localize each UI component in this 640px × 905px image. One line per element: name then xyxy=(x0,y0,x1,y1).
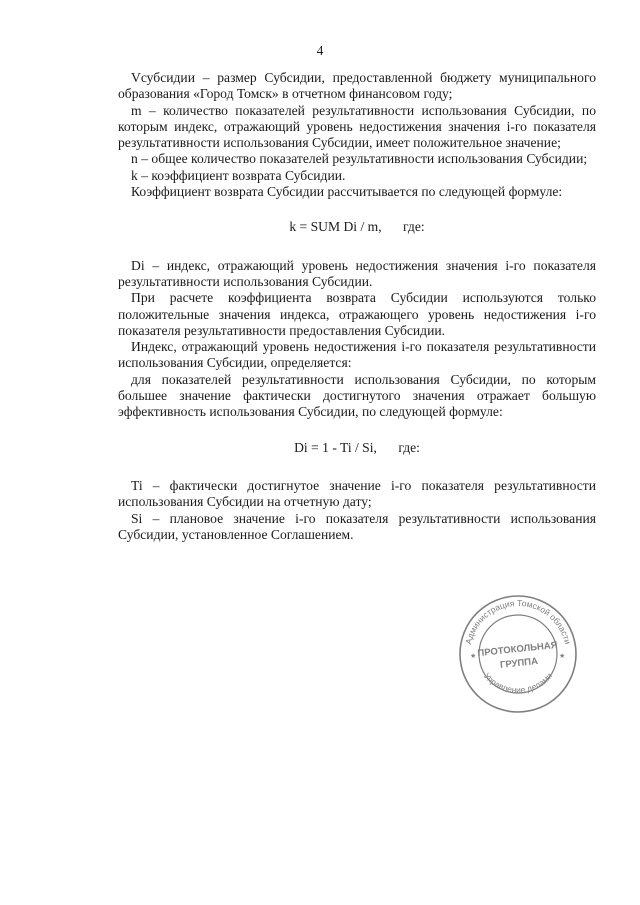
stamp-line-2: ГРУППА xyxy=(499,655,539,671)
stamp-seal-icon xyxy=(456,592,580,716)
paragraph-di-definition: Di – индекс, отражающий уровень недостижения значения i-го показателя результативности использования Субсидии. xyxy=(118,257,596,289)
paragraph-positive-values: При расчете коэффициента возврата Субсидии используются только положительные значения индекса, отражающего уровень недостижения i-го показателя результативности предоставления Субсидии. xyxy=(118,290,596,338)
paragraph-m-definition: m – количество показателей результативности использования Субсидии, по которым индекс, отражающий уровень недостижения значения i-го показателя результативности использования Субсидии, имеет положительное значение; xyxy=(118,102,596,151)
stamp-line-1: ПРОТОКОЛЬНАЯ xyxy=(476,639,559,660)
stamp-star-left-icon: ★ xyxy=(470,652,477,660)
formula-k xyxy=(118,219,596,235)
paragraph-formula-condition: для показателей результативности использования Субсидии, по которым большее значение фактически достигнутого значения отражает большую эффективность использования Субсидии, по следующей формуле: xyxy=(118,371,596,420)
paragraph-k-formula-intro: Коэффициент возврата Субсидии рассчитывается по следующей формуле: xyxy=(131,184,563,200)
formula-di-where: где: xyxy=(398,439,420,455)
paragraph-v-subsidy: Vсубсидии – размер Субсидии, предоставленной бюджету муниципального образования «Город Томск» в отчетном финансовом году; xyxy=(118,70,596,102)
paragraph-si-definition: Si – плановое значение i-го показателя результативности использования Субсидии, установленное Соглашением. xyxy=(118,510,596,542)
paragraph-n-definition: n – общее количество показателей результативности использования Субсидии; xyxy=(131,151,588,167)
paragraph-ti-definition: Ti – фактически достигнутое значение i-го показателя результативности использования Субсидии на отчетную дату; xyxy=(118,477,596,510)
page-number: 4 xyxy=(316,43,324,58)
stamp-ring-top-text: Администрация Томской области xyxy=(463,597,573,646)
paragraph-index-determined: Индекс, отражающий уровень недостижения i-го показателя результативности использования Субсидии, определяется: xyxy=(118,339,596,371)
formula-k-expression: k = SUM Di / m, xyxy=(289,219,382,235)
formula-k-where: где: xyxy=(403,219,425,235)
stamp-ring-bottom-text: Управление делами xyxy=(481,670,555,695)
official-stamp xyxy=(456,592,580,716)
stamp-star-right-icon: ★ xyxy=(559,652,566,660)
formula-di-expression: Di = 1 - Ti / Si, xyxy=(294,439,377,455)
paragraph-k-definition: k – коэффициент возврата Субсидии. xyxy=(131,167,346,183)
document-body xyxy=(118,70,596,543)
formula-di xyxy=(118,440,596,456)
